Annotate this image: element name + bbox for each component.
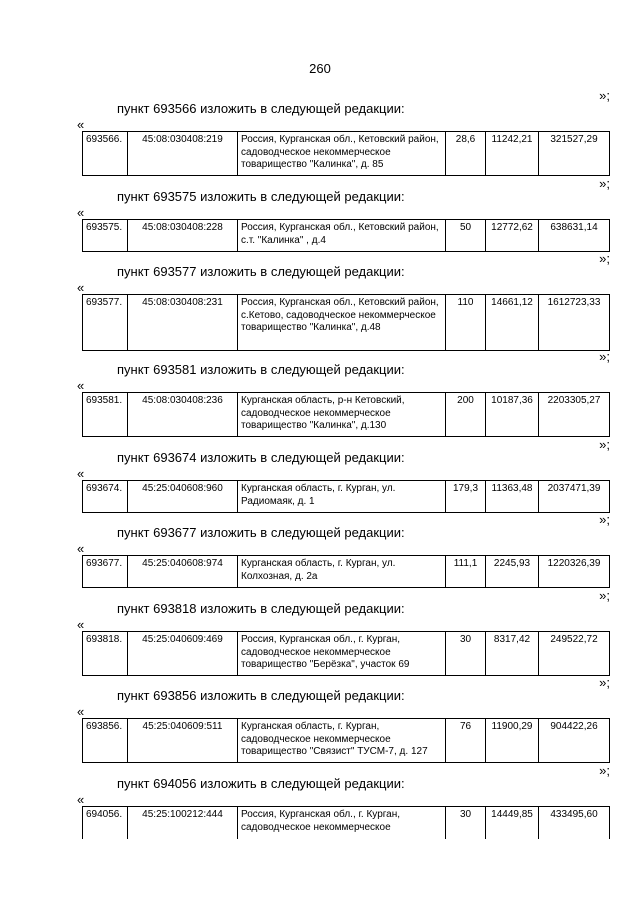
total-value-cell: 904422,26 [539, 719, 610, 763]
address-cell: Курганская область, р-н Кетовский, садоводческое некоммерческое товарищество "Калинка", д.130 [238, 393, 446, 437]
amendment-instruction: пункт 693818 изложить в следующей редакции: [117, 601, 405, 616]
opening-quote: « [77, 617, 85, 632]
table-row [83, 295, 610, 351]
closing-quote: »; [599, 437, 610, 452]
address-cell: Курганская область, г. Курган, ул. Колхозная, д. 2а [238, 556, 446, 588]
opening-quote: « [77, 117, 85, 132]
cadastral-number-cell: 45:25:040609:469 [128, 632, 238, 676]
unit-price-cell: 2245,93 [486, 556, 539, 588]
total-value-cell: 638631,14 [539, 220, 610, 252]
area-cell: 28,6 [446, 132, 486, 176]
property-table [82, 718, 610, 763]
opening-quote: « [77, 541, 85, 556]
property-table [82, 806, 610, 839]
unit-price-cell: 14449,85 [486, 807, 539, 839]
table-row [83, 481, 610, 513]
total-value-cell: 2037471,39 [539, 481, 610, 513]
address-cell: Россия, Курганская обл., г. Курган, садоводческое некоммерческое товарищество "Берёзка", участок 69 [238, 632, 446, 676]
closing-quote: »; [599, 349, 610, 364]
item-number-cell: 693575. [83, 220, 128, 252]
unit-price-cell: 11242,21 [486, 132, 539, 176]
total-value-cell: 249522,72 [539, 632, 610, 676]
opening-quote: « [77, 280, 85, 295]
total-value-cell: 1612723,33 [539, 295, 610, 351]
page-number: 260 [309, 61, 331, 76]
closing-quote: »; [599, 588, 610, 603]
property-table [82, 480, 610, 513]
item-number-cell: 693818. [83, 632, 128, 676]
amendment-instruction: пункт 693856 изложить в следующей редакции: [117, 688, 405, 703]
opening-quote: « [77, 466, 85, 481]
total-value-cell: 321527,29 [539, 132, 610, 176]
cadastral-number-cell: 45:25:040609:511 [128, 719, 238, 763]
property-table [82, 631, 610, 676]
opening-quote: « [77, 792, 85, 807]
address-cell: Россия, Курганская обл., Кетовский район, с.Кетово, садоводческое некоммерческое товарищество "Калинка", д.48 [238, 295, 446, 351]
cadastral-number-cell: 45:25:040608:960 [128, 481, 238, 513]
address-cell: Курганская область, г. Курган, ул. Радиомаяк, д. 1 [238, 481, 446, 513]
cadastral-number-cell: 45:25:100212:444 [128, 807, 238, 839]
unit-price-cell: 11363,48 [486, 481, 539, 513]
area-cell: 200 [446, 393, 486, 437]
area-cell: 76 [446, 719, 486, 763]
property-table [82, 392, 610, 437]
table-row [83, 632, 610, 676]
amendment-instruction: пункт 693575 изложить в следующей редакции: [117, 189, 405, 204]
total-value-cell: 433495,60 [539, 807, 610, 839]
amendment-instruction: пункт 693581 изложить в следующей редакции: [117, 362, 405, 377]
table-row [83, 220, 610, 252]
item-number-cell: 693674. [83, 481, 128, 513]
amendment-instruction: пункт 694056 изложить в следующей редакции: [117, 776, 405, 791]
table-row [83, 393, 610, 437]
closing-quote: »; [599, 251, 610, 266]
property-table [82, 131, 610, 176]
area-cell: 30 [446, 807, 486, 839]
area-cell: 50 [446, 220, 486, 252]
cadastral-number-cell: 45:08:030408:231 [128, 295, 238, 351]
unit-price-cell: 12772,62 [486, 220, 539, 252]
amendment-instruction: пункт 693566 изложить в следующей редакции: [117, 101, 405, 116]
item-number-cell: 693566. [83, 132, 128, 176]
table-row [83, 719, 610, 763]
opening-quote: « [77, 378, 85, 393]
table-row [83, 807, 610, 839]
closing-quote: »; [599, 176, 610, 191]
address-cell: Россия, Курганская обл., Кетовский район, с.т. "Калинка" , д.4 [238, 220, 446, 252]
unit-price-cell: 10187,36 [486, 393, 539, 437]
item-number-cell: 693581. [83, 393, 128, 437]
unit-price-cell: 8317,42 [486, 632, 539, 676]
amendment-instruction: пункт 693577 изложить в следующей редакции: [117, 264, 405, 279]
property-table [82, 219, 610, 252]
unit-price-cell: 14661,12 [486, 295, 539, 351]
table-row [83, 132, 610, 176]
item-number-cell: 694056. [83, 807, 128, 839]
area-cell: 30 [446, 632, 486, 676]
total-value-cell: 2203305,27 [539, 393, 610, 437]
area-cell: 111,1 [446, 556, 486, 588]
opening-quote: « [77, 704, 85, 719]
item-number-cell: 693677. [83, 556, 128, 588]
closing-quote: »; [599, 763, 610, 778]
cadastral-number-cell: 45:08:030408:236 [128, 393, 238, 437]
amendment-instruction: пункт 693674 изложить в следующей редакции: [117, 450, 405, 465]
cadastral-number-cell: 45:08:030408:219 [128, 132, 238, 176]
table-row [83, 556, 610, 588]
total-value-cell: 1220326,39 [539, 556, 610, 588]
amendment-instruction: пункт 693677 изложить в следующей редакции: [117, 525, 405, 540]
closing-quote: »; [599, 512, 610, 527]
item-number-cell: 693577. [83, 295, 128, 351]
property-table [82, 294, 610, 351]
address-cell: Россия, Курганская обл., г. Курган, садоводческое некоммерческое [238, 807, 446, 839]
closing-quote: »; [599, 675, 610, 690]
area-cell: 179,3 [446, 481, 486, 513]
closing-quote: »; [599, 88, 610, 103]
address-cell: Россия, Курганская обл., Кетовский район, садоводческое некоммерческое товарищество "Калинка", д. 85 [238, 132, 446, 176]
area-cell: 110 [446, 295, 486, 351]
opening-quote: « [77, 205, 85, 220]
cadastral-number-cell: 45:25:040608:974 [128, 556, 238, 588]
property-table [82, 555, 610, 588]
unit-price-cell: 11900,29 [486, 719, 539, 763]
cadastral-number-cell: 45:08:030408:228 [128, 220, 238, 252]
item-number-cell: 693856. [83, 719, 128, 763]
address-cell: Курганская область, г. Курган, садоводческое некоммерческое товарищество "Связист" ТУСМ-7, д. 127 [238, 719, 446, 763]
